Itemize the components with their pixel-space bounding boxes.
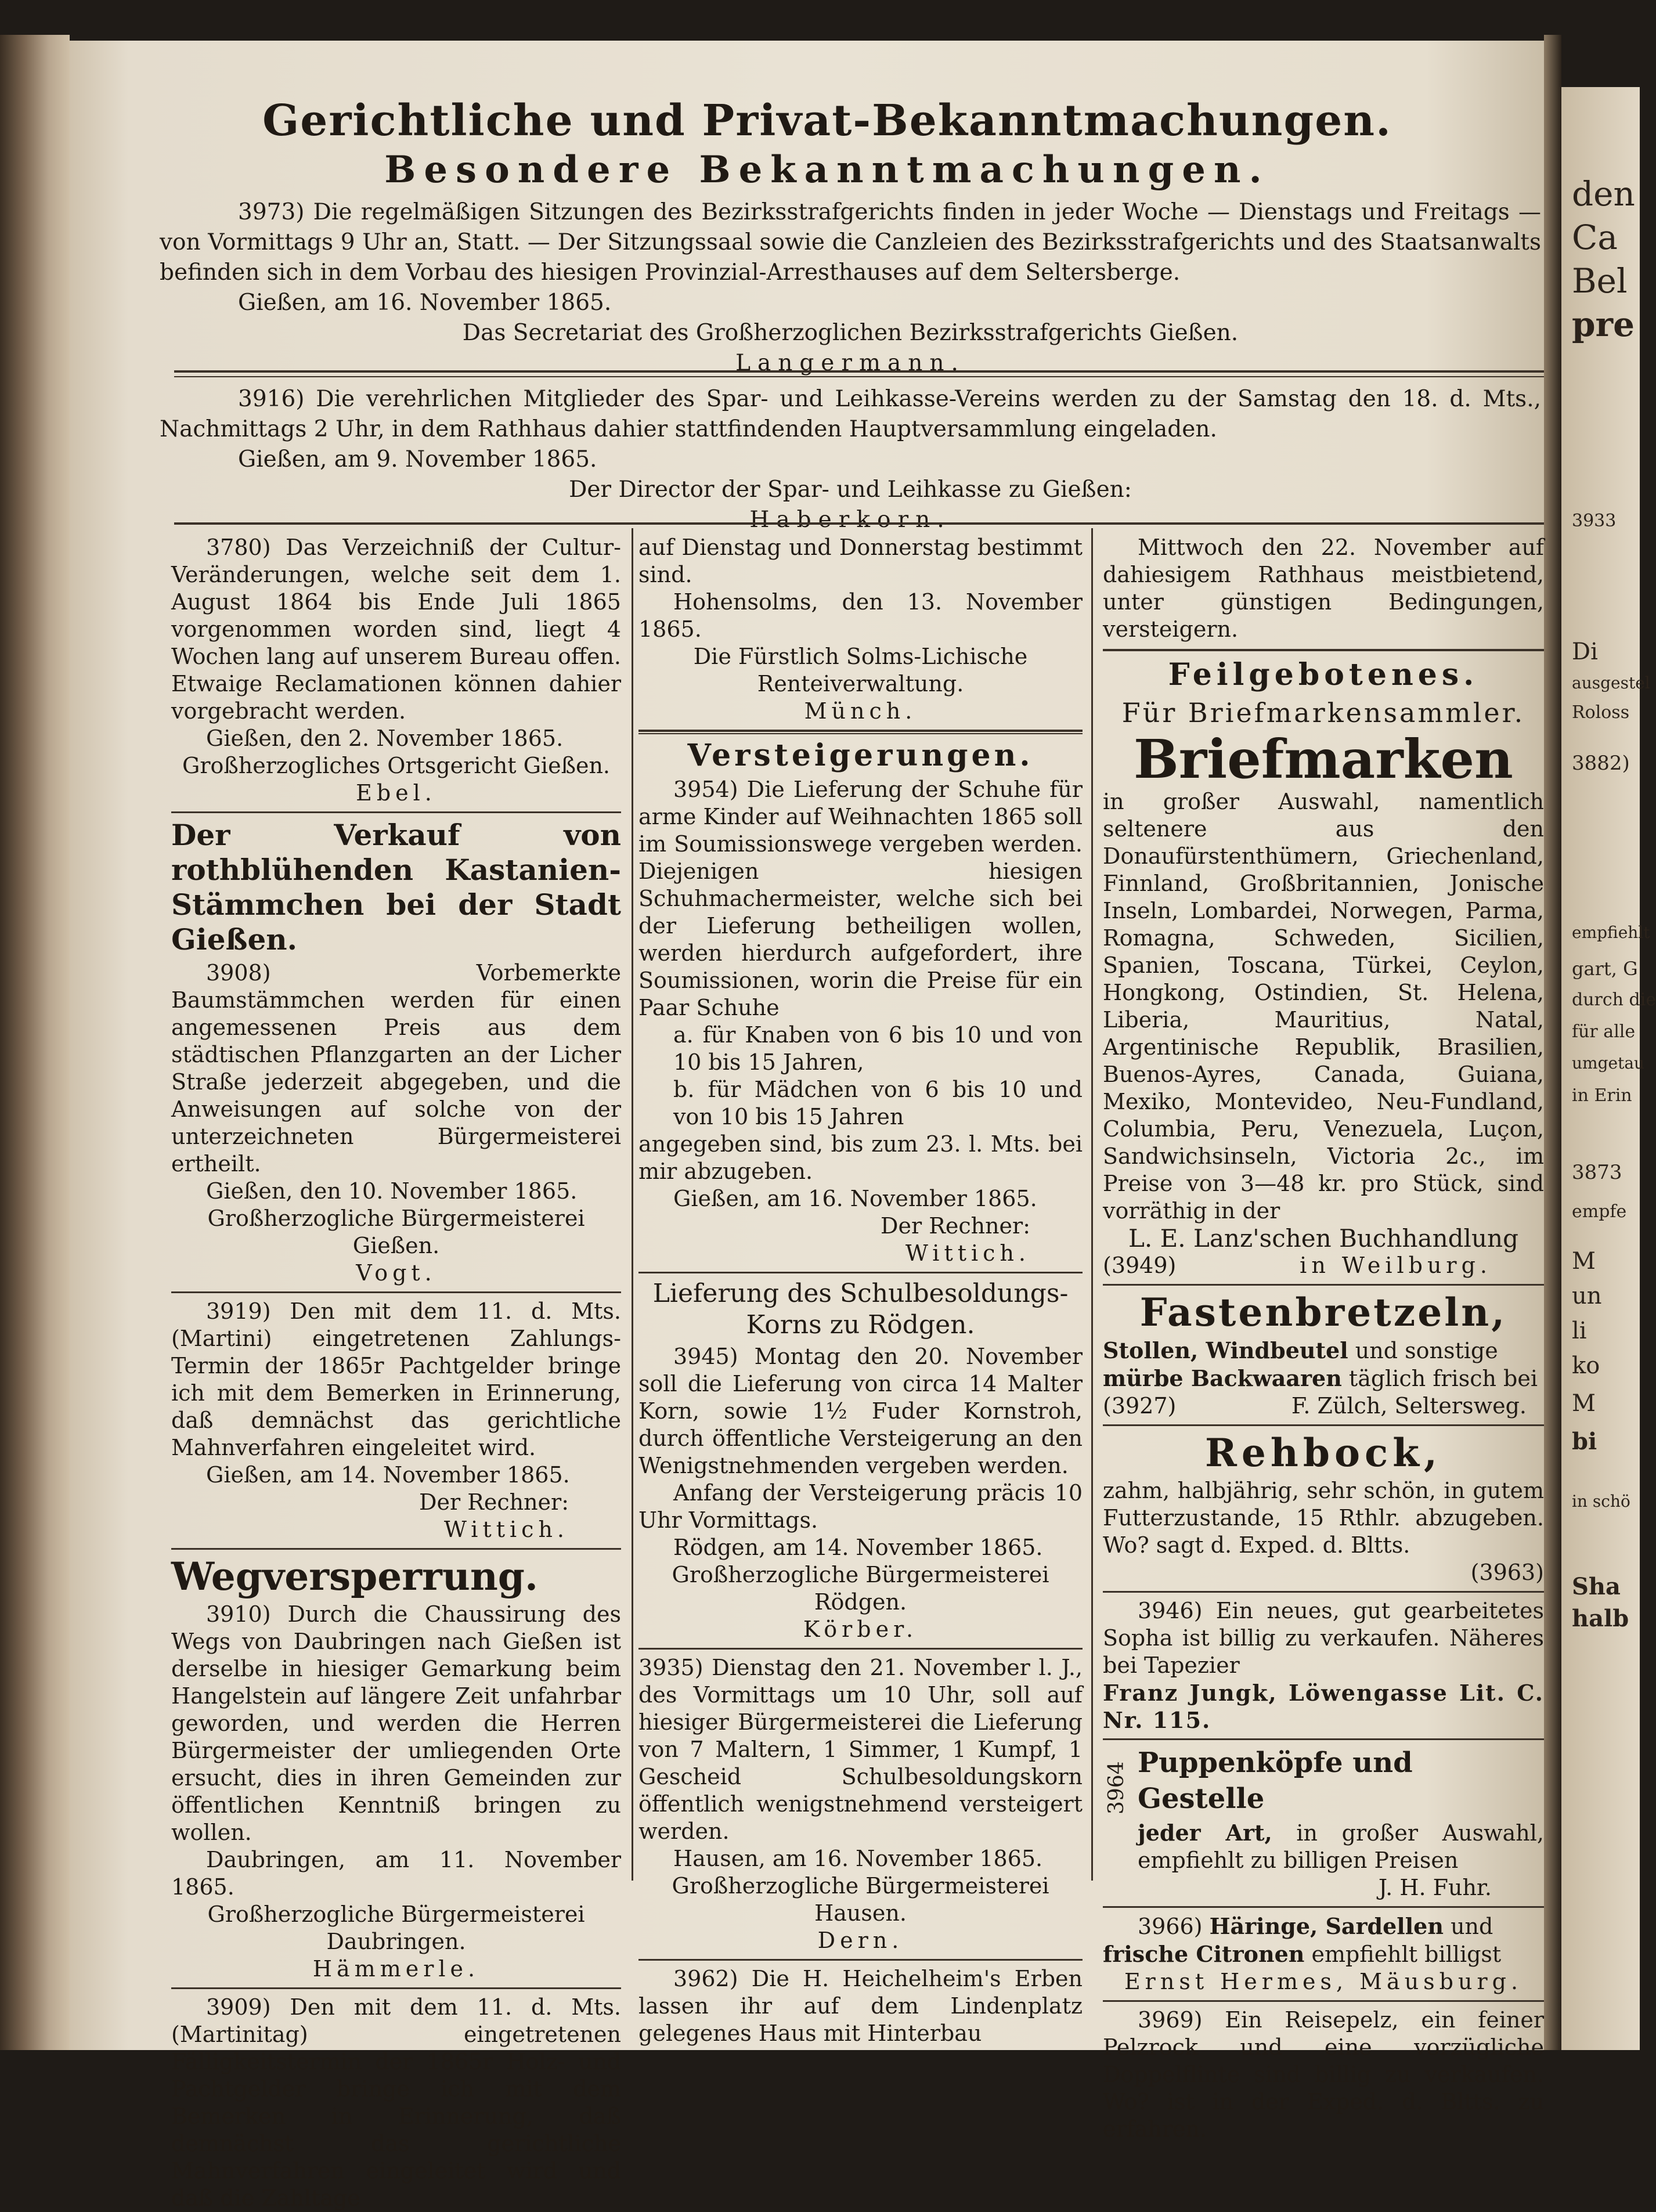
list-item: a. für Knaben von 6 bis 10 und von 10 bis 15 Jahren, xyxy=(673,1022,1083,1075)
notice-heading: Lieferung des Schulbesoldungs-Korns zu Rödgen. xyxy=(652,1279,1069,1340)
section-heading: Feilgebotenes. xyxy=(1168,657,1479,692)
next-page-text: Di xyxy=(1572,638,1598,665)
ad-bold: jeder Art, xyxy=(1138,1820,1272,1846)
ad-text: in großer Auswahl, empfiehlt zu billigen Preisen xyxy=(1138,1820,1544,1873)
notice-heading: Fastenbretzeln, xyxy=(1139,1290,1507,1335)
notice-office: Das Secretariat des Großherzoglichen Bezirksstrafgerichts Gießen. xyxy=(462,320,1239,346)
ad-number: (3949) xyxy=(1103,1253,1177,1278)
ad-bold: mürbe Backwaaren xyxy=(1103,1365,1342,1391)
next-page-edge xyxy=(1561,87,1656,2050)
next-page-text: M xyxy=(1572,1390,1596,1417)
next-page-text: Sha xyxy=(1572,1573,1621,1600)
next-page-text: ausgestel xyxy=(1572,673,1650,692)
next-page-text: li xyxy=(1572,1318,1587,1344)
notice-date: Daubringen, am 11. November 1865. xyxy=(171,1847,621,1900)
next-page-text: pre xyxy=(1572,305,1635,344)
next-page-text: 3873 xyxy=(1572,1161,1622,1184)
notice-signer: Wittich. xyxy=(905,1240,1030,1266)
notice-role: Der Rechner: xyxy=(881,1213,1030,1239)
next-page-text: für alle xyxy=(1572,1022,1636,1042)
notice-signer: Hämmerle. xyxy=(312,1956,480,1982)
shop-name: L. E. Lanz'schen Buchhandlung xyxy=(1128,1224,1518,1253)
divider xyxy=(174,376,1544,377)
ad-signer: J. H. Fuhr. xyxy=(1378,1875,1492,1900)
notice-text: 3973) Die regelmäßigen Sitzungen des Bezirksstrafgerichts finden in jeder Woche — Dienstags und Freitags — von Vormittags 9 Uhr an, Statt. — Der Sitzungssaal sowie die Canzleien des Bezirksstrafgerichts und des Staatsanwalts befinden sich in dem Vorbau des hiesigen Provinzial-Arresthauses auf dem Seltersberge. xyxy=(160,199,1541,286)
notice-heading: Der Verkauf von rothblühenden Kastanien-Stämmchen bei der Stadt Gießen. xyxy=(171,818,621,957)
notice-office: Der Director der Spar- und Leihkasse zu Gießen: xyxy=(569,477,1132,503)
notice-text: 3780) Das Verzeichniß der Cultur-Veränderungen, welche seit dem 1. August 1864 bis Ende Juli 1865 vorgenommen worden sind, liegt 4 Wochen lang auf unserem Bureau offen. Etwaige Reclamationen können dahier vorgebracht werden. xyxy=(171,535,621,724)
masthead: Gerichtliche und Privat-Bekanntmachungen. xyxy=(262,96,1392,146)
notice-heading: Für Briefmarkensammler. xyxy=(1121,697,1525,728)
notice-signer: Wittich. xyxy=(443,1517,569,1542)
notice-3916 xyxy=(160,384,1541,535)
divider xyxy=(174,522,1544,525)
notice-office: Großherzogliche Bürgermeisterei Daubringen. xyxy=(207,1901,585,1954)
book-spine xyxy=(0,35,70,2050)
notice-text: 3954) Die Lieferung der Schuhe für arme Kinder auf Weihnachten 1865 soll im Soumissionswege vergeben werden. Diejenigen hiesigen Schuhmachermeister, welche sich bei der Lieferung betheiligen wollen, werden hierdurch aufgefordert, ihre Soumissionen, worin die Preise für ein Paar Schuhe xyxy=(638,777,1083,1020)
notice-role: Der Rechner: xyxy=(419,1489,569,1515)
ad-text: täglich frisch bei xyxy=(1348,1366,1538,1391)
notice-date: Gießen, am 9. November 1865. xyxy=(238,446,597,472)
notice-text: in großer Auswahl, namentlich seltenere aus den Donaufürstenthümern, Griechenland, Finnland, Großbritannien, Jonische Inseln, Lombardei, Norwegen, Parma, Romagna, Schweden, Sicilien, Spanien, Toscana, Türkei, Ceylon, Hongkong, Ostindien, St. Helena, Liberia, Mauritius, Natal, Argentinische Republik, Brasilien, Buenos-Ayres, Canada, Guiana, Mexiko, Montevideo, Neu-Fundland, Columbia, Peru, Venezuela, Luçon, Sandwichsinseln, Victoria 2c., im Preise von 3—48 kr. pro Stück, sind vorräthig in der xyxy=(1103,789,1544,1224)
next-page-text: durch die xyxy=(1572,990,1656,1010)
ad-number: 3964 xyxy=(1105,1761,1128,1814)
column-2 xyxy=(638,534,1083,2047)
notice-signer: Haberkorn. xyxy=(749,507,951,533)
notice-text: 3945) Montag den 20. November soll die Lieferung von circa 14 Malter Korn, sowie 1½ Fuder Kornstroh, durch öffentliche Versteigerung an den Wenigstnehmenden vergeben werden. xyxy=(638,1344,1083,1478)
section-heading: Versteigerungen. xyxy=(687,738,1034,773)
list-item: b. für Mädchen von 6 bis 10 und von 10 bis 15 Jahren xyxy=(673,1077,1083,1130)
notice-date: Hohensolms, den 13. November 1865. xyxy=(638,589,1083,642)
notice-office: Die Fürstlich Solms-Lichische Renteiverwaltung. xyxy=(693,644,1028,697)
ad-text: und sonstige xyxy=(1355,1338,1498,1363)
notice-text: 3910) Durch die Chaussirung des Wegs von Daubringen nach Gießen ist derselbe in hiesiger Gemarkung beim Hangelstein auf längere Zeit unfahrbar geworden, und werden die Herren Bürgermeister der umliegenden Orte ersucht, dies in ihren Gemeinden zur öffentlichen Kenntniß bringen zu wollen. xyxy=(171,1601,621,1845)
ad-number: (3963) xyxy=(1470,1560,1544,1585)
ad-place: in Weilburg. xyxy=(1300,1253,1492,1278)
notice-signer: Vogt. xyxy=(356,1260,436,1286)
ad-number: (3927) xyxy=(1103,1393,1177,1419)
notice-text: 3908) Vorbemerkte Baumstämmchen werden für einen angemessenen Preis aus dem städtischen Pflanzgarten an der Licher Straße jederzeit abgegeben, und die Anweisungen auf solche von der unterzeichneten Bürgermeisterei ertheilt. xyxy=(171,960,621,1177)
notice-date: Gießen, am 16. November 1865. xyxy=(673,1186,1037,1211)
notice-3973 xyxy=(160,197,1541,378)
notice-office: Großherzogliche Bürgermeisterei Rödgen. xyxy=(672,1562,1049,1615)
ad-signer: F. Zülch, Seltersweg. xyxy=(1291,1393,1527,1419)
next-page-text: empfiehlt xyxy=(1572,923,1650,942)
notice-date: Gießen, den 2. November 1865. xyxy=(206,726,564,751)
notice-office: Großherzogliche Bürgermeisterei Hausen. xyxy=(672,1873,1049,1926)
next-page-text: halb xyxy=(1572,1605,1629,1632)
notice-heading: Wegversperrung. xyxy=(171,1554,538,1599)
notice-date: Hausen, am 16. November 1865. xyxy=(673,1846,1043,1871)
next-page-text: in Erin xyxy=(1572,1085,1632,1106)
column-1 xyxy=(171,534,621,2212)
notice-text: zahm, halbjährig, sehr schön, in gutem Futterzustande, 15 Rthlr. abzugeben. Wo? sagt d. Exped. d. Bltts. xyxy=(1103,1478,1544,1558)
notice-date: Rödgen, am 14. November 1865. xyxy=(673,1535,1043,1560)
notice-text: Anfang der Versteigerung präcis 10 Uhr Vormittags. xyxy=(638,1480,1083,1533)
notice-office: Großherzogliches Ortsgericht Gießen. xyxy=(182,753,610,778)
notice-text: 3916) Die verehrlichen Mitglieder des Spar- und Leihkasse-Vereins werden zu der Samstag den 18. d. Mts., Nachmittags 2 Uhr, in dem Rathhaus dahier stattfindenden Hauptversammlung eingeladen. xyxy=(160,386,1541,442)
ad-name: Franz Jungk, Löwengasse Lit. C. Nr. 115. xyxy=(1103,1680,1544,1733)
next-page-text: in schö xyxy=(1572,1492,1630,1511)
book-gutter xyxy=(1544,35,1561,2050)
ad-signer: Ernst Hermes, Mäusburg. xyxy=(1124,1969,1523,1994)
notice-date: Gießen, den 10. November 1865. xyxy=(206,1178,578,1204)
next-page-text: 3882) xyxy=(1572,752,1630,775)
notice-text: 3969) Ein Reisepelz, ein feiner Pelzrock und eine vorzügliche Doppelflinte sind billig zu verkaufen. Wo? ist in der Exped. d. Bltts. zu erfahren. xyxy=(1103,2007,1544,2142)
column-separator xyxy=(632,528,633,1881)
ad-number: 3966) xyxy=(1138,1914,1203,1939)
notice-text: 3935) Dienstag den 21. November l. J., des Vormittags um 10 Uhr, soll auf hiesiger Bürgermeisterei die Lieferung von 7 Maltern, 1 Simmer, 1 Kumpf, 1 Gescheid Schulbesoldungskorn öffentlich wenigstnehmend versteigert werden. xyxy=(638,1655,1083,1844)
next-page-text: den xyxy=(1572,174,1635,214)
notice-heading: Puppenköpfe und Gestelle xyxy=(1138,1746,1413,1815)
notice-signer: Ebel. xyxy=(356,780,436,806)
notice-date: Gießen, am 16. November 1865. xyxy=(238,290,612,316)
notice-heading: Briefmarken xyxy=(1134,728,1513,791)
next-page-text: M xyxy=(1572,1248,1596,1275)
notice-text: angegeben sind, bis zum 23. l. Mts. bei mir abzugeben. xyxy=(638,1131,1083,1184)
next-page-text: 3933 xyxy=(1572,511,1617,531)
notice-signer: Münch. xyxy=(804,698,917,724)
next-page-text: umgetau xyxy=(1572,1053,1645,1073)
notice-text: 3919) Den mit dem 11. d. Mts. (Martini) eingetretenen Zahlungs-Termin der 1865r Pachtgelder bringe ich mit dem Bemerken in Erinnerung, daß demnächst das gerichtliche Mahnverfahren eingeleitet wird. xyxy=(171,1298,621,1460)
next-page-text: bi xyxy=(1572,1428,1597,1455)
ad-text: empfiehlt billigst xyxy=(1311,1942,1502,1967)
notice-office: Großherzogliche Bürgermeisterei Gießen. xyxy=(207,1206,585,1258)
next-page-text: ko xyxy=(1572,1352,1600,1379)
column-separator xyxy=(1091,528,1093,1881)
divider xyxy=(174,370,1544,373)
notice-signer: Dern. xyxy=(817,1928,904,1953)
next-page-text: Ca xyxy=(1572,218,1618,257)
notice-signer: Langermann. xyxy=(735,350,965,376)
notice-date: Gießen, am 14. November 1865. xyxy=(206,1462,570,1488)
notice-heading: Rehbock, xyxy=(1205,1430,1442,1475)
ad-bold: Stollen, Windbeutel xyxy=(1103,1337,1348,1363)
ad-text: und xyxy=(1451,1914,1493,1939)
next-page-text: Roloss xyxy=(1572,702,1630,723)
notice-text: 3946) Ein neues, gut gearbeitetes Sopha ist billig zu verkaufen. Näheres bei Tapezier xyxy=(1103,1598,1544,1678)
ad-bold: frische Citronen xyxy=(1103,1941,1305,1967)
notice-text: 3909) Den mit dem 11. d. Mts. (Martinitag) eingetretenen Fälligkeitstermin der 1865r Holz- und Pachtgelder bringe ich mit dem Bemerken in Erinnerung, daß demnächst das gerichtliche Mahnverfahren eingeleitet wird und daß die Zahltage xyxy=(171,1994,621,2211)
ad-bold: Häringe, Sardellen xyxy=(1209,1913,1444,1939)
next-page-text: Bel xyxy=(1572,261,1628,301)
next-page-text: gart, G xyxy=(1572,958,1638,980)
next-page-text: empfe xyxy=(1572,1201,1627,1222)
next-page-text: un xyxy=(1572,1283,1602,1309)
section-title: Besondere Bekanntmachungen. xyxy=(384,148,1270,192)
notice-text: 3962) Die H. Heichelheim's Erben lassen ihr auf dem Lindenplatz gelegenes Haus mit Hinterbau xyxy=(638,1966,1083,2046)
notice-text: Mittwoch den 22. November auf dahiesigem Rathhaus meistbietend, unter günstigen Bedingungen, versteigern. xyxy=(1103,535,1544,642)
notice-text: auf Dienstag und Donnerstag bestimmt sind. xyxy=(638,535,1083,587)
notice-signer: Körber. xyxy=(803,1616,918,1642)
column-3 xyxy=(1103,534,1544,2143)
